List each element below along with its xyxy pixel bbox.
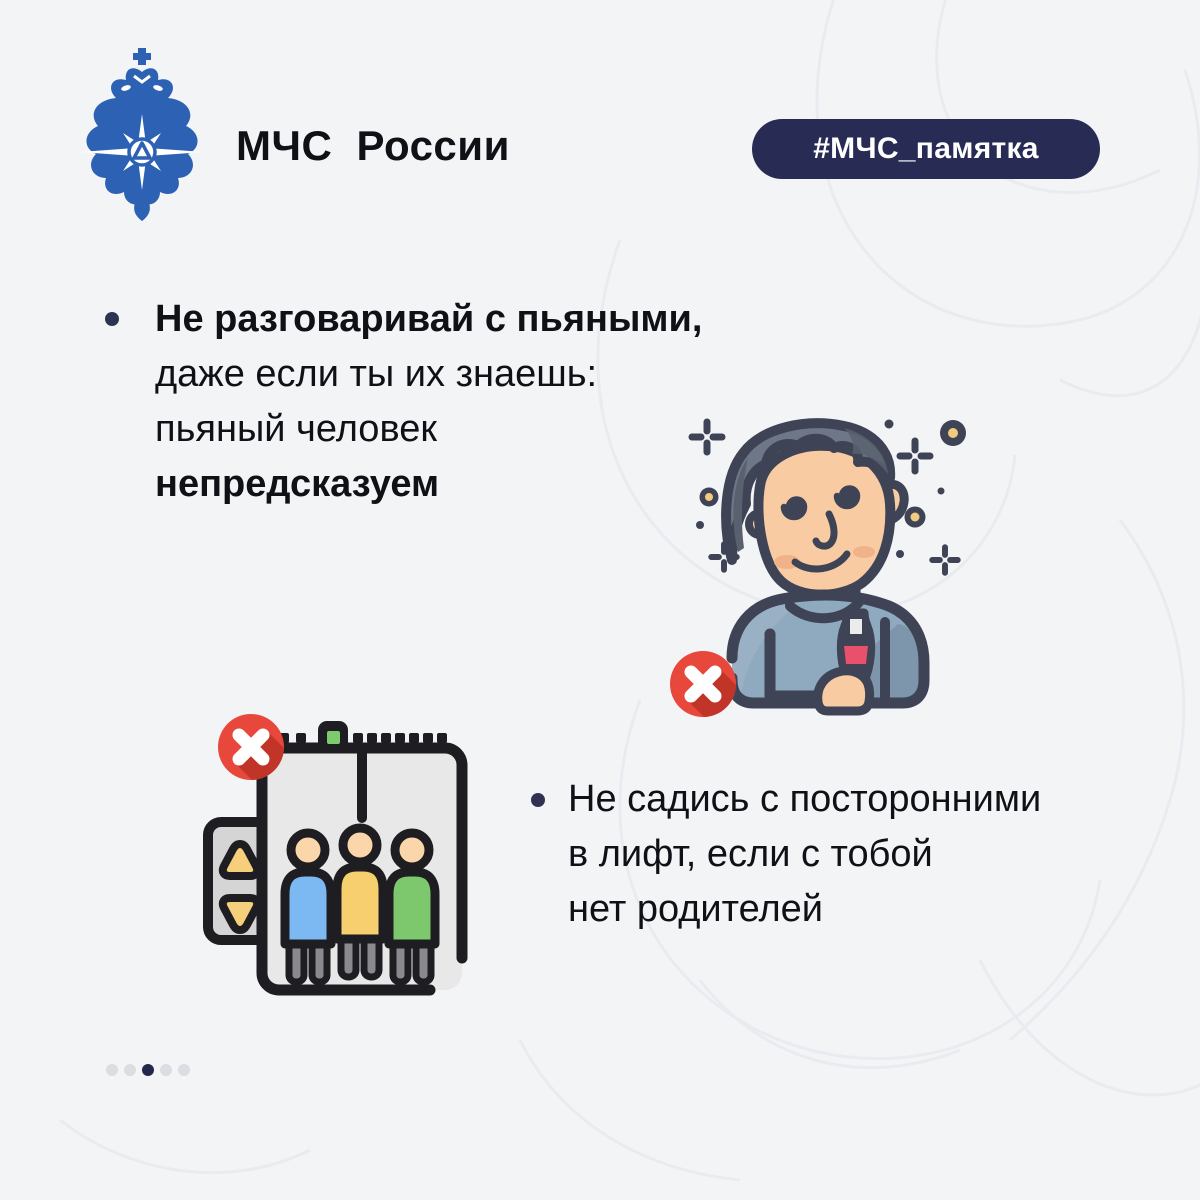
hashtag-badge[interactable]: #МЧС_памятка: [752, 119, 1100, 179]
emblem-crown-cross: [133, 48, 151, 65]
drunk-man-illustration: [648, 412, 1000, 722]
brand-title: МЧС России: [236, 122, 510, 169]
pagination: [106, 1064, 190, 1076]
pagination-dot-4[interactable]: [160, 1064, 172, 1076]
tip-1-line-2: даже если ты их знаешь:: [155, 353, 598, 395]
tip-1-line-4: непредсказуем: [155, 463, 440, 505]
elevator-illustration: [200, 698, 470, 1008]
mchs-emblem-icon: [72, 46, 212, 222]
tip-2-text: [568, 772, 1041, 937]
face: [758, 446, 890, 595]
pagination-dot-1[interactable]: [106, 1064, 118, 1076]
tip-1-line-1: Не разговаривай с пьяными,: [155, 298, 703, 340]
tip-1-line-3: пьяный человек: [155, 408, 437, 450]
pagination-dot-2[interactable]: [124, 1064, 136, 1076]
tip-2-line-1: Не садись с посторонними: [568, 778, 1042, 820]
tip-1-text: [155, 292, 702, 512]
bullet-dot-1: [105, 312, 119, 326]
pagination-dot-5[interactable]: [178, 1064, 190, 1076]
hand: [818, 671, 870, 711]
pagination-dot-3[interactable]: [142, 1064, 154, 1076]
tip-2-line-3: нет родителей: [568, 888, 824, 930]
tip-2-line-2: в лифт, если с тобой: [568, 833, 933, 875]
top-dashes: [279, 733, 447, 743]
bullet-dot-2: [531, 793, 545, 807]
